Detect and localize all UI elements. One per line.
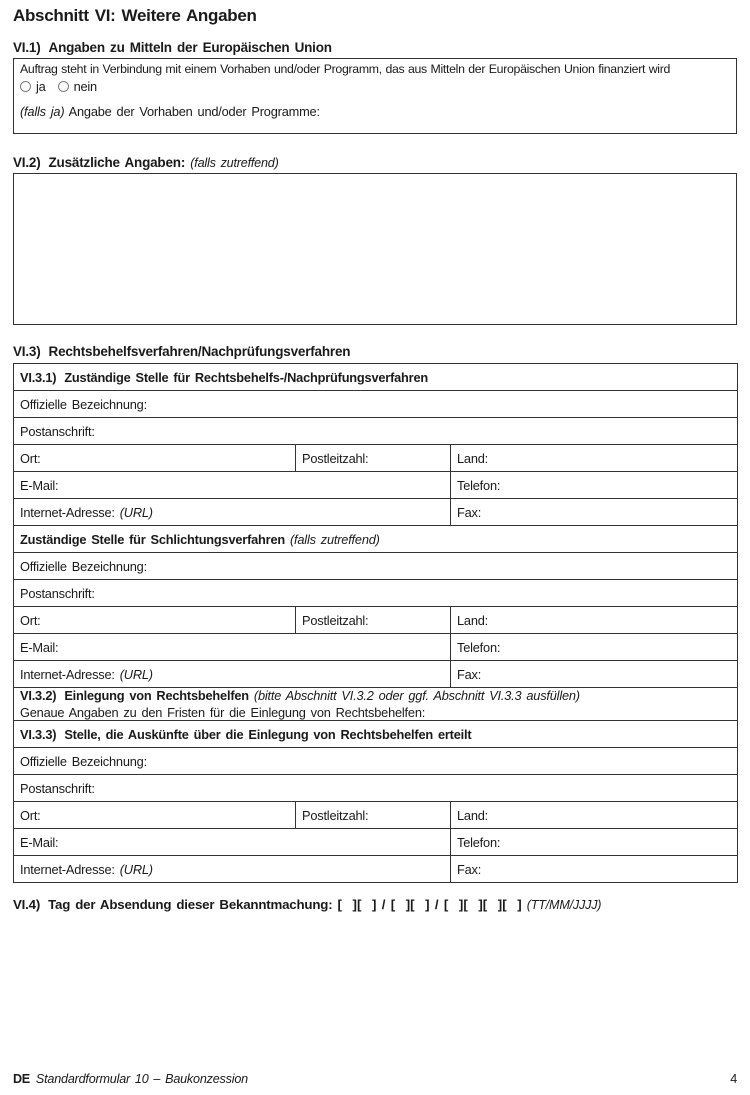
review-country-field[interactable] <box>451 445 738 472</box>
review-postal-address-field[interactable] <box>14 418 738 445</box>
radio-nein-label: nein <box>73 79 97 94</box>
date-format-note: (TT/MM/JJJJ) <box>526 898 602 912</box>
review-internet-field[interactable] <box>14 499 451 526</box>
fax-label: Fax: <box>457 666 482 682</box>
country-label: Land: <box>457 807 489 823</box>
postal-code-label: Postleitzahl: <box>302 450 369 466</box>
radio-ja-label: ja <box>36 79 46 94</box>
url-note: (URL) <box>119 666 153 682</box>
section-vi3-title: Rechtsbehelfsverfahren/Nachprüfungsverfahren <box>48 344 351 359</box>
table-row <box>14 553 738 580</box>
footer-page-number: 4 <box>730 1072 737 1086</box>
section-vi4-title: Tag der Absendung dieser Bekanntmachung: <box>48 897 333 912</box>
table-row <box>14 856 738 883</box>
vi2-additional-info-input-area[interactable] <box>13 173 737 325</box>
email-label: E-Mail: <box>20 639 59 655</box>
vi33-header-cell <box>14 721 738 748</box>
table-row <box>14 634 738 661</box>
info-official-name-field[interactable] <box>14 748 738 775</box>
official-name-label: Offizielle Bezeichnung: <box>20 753 147 769</box>
table-row <box>14 445 738 472</box>
postal-code-label: Postleitzahl: <box>302 612 369 628</box>
vi32-deadlines-label: Genaue Angaben zu den Fristen für die Einlegung von Rechtsbehelfen: <box>20 705 426 720</box>
city-label: Ort: <box>20 807 41 823</box>
vi32-note: (bitte Abschnitt VI.3.2 oder ggf. Abschnitt VI.3.3 ausfüllen) <box>253 688 580 703</box>
mediation-email-field[interactable] <box>14 634 451 661</box>
table-row <box>14 391 738 418</box>
review-phone-field[interactable] <box>451 472 738 499</box>
vi32-deadlines-input-area[interactable] <box>14 688 738 721</box>
vi3-appeals-table <box>13 363 738 883</box>
official-name-label: Offizielle Bezeichnung: <box>20 558 147 574</box>
vi33-number: VI.3.3) <box>20 726 57 742</box>
internet-label: Internet-Adresse: <box>20 861 115 877</box>
section-vi1-heading <box>13 40 737 55</box>
vi1-programmes-label: Angabe der Vorhaben und/oder Programme: <box>68 104 320 119</box>
mediation-fax-field[interactable] <box>451 661 738 688</box>
table-row <box>14 499 738 526</box>
vi31-title: Zuständige Stelle für Rechtsbehelfs-/Nachprüfungsverfahren <box>64 369 428 385</box>
info-internet-field[interactable] <box>14 856 451 883</box>
vi32-title: Einlegung von Rechtsbehelfen <box>64 688 249 703</box>
radio-ja-button[interactable] <box>20 81 31 92</box>
country-label: Land: <box>457 612 489 628</box>
info-phone-field[interactable] <box>451 829 738 856</box>
internet-label: Internet-Adresse: <box>20 666 115 682</box>
city-label: Ort: <box>20 612 41 628</box>
footer-left <box>13 1072 248 1086</box>
table-row <box>14 472 738 499</box>
info-city-field[interactable] <box>14 802 296 829</box>
phone-label: Telefon: <box>457 477 501 493</box>
phone-label: Telefon: <box>457 834 501 850</box>
mediation-country-field[interactable] <box>451 607 738 634</box>
section-vi3-heading <box>13 344 737 359</box>
table-row <box>14 802 738 829</box>
postal-address-label: Postanschrift: <box>20 585 95 601</box>
city-label: Ort: <box>20 450 41 466</box>
mediation-postal-code-field[interactable] <box>296 607 451 634</box>
radio-nein-button[interactable] <box>58 81 69 92</box>
mediation-city-field[interactable] <box>14 607 296 634</box>
review-email-field[interactable] <box>14 472 451 499</box>
page-title: Abschnitt VI: Weitere Angaben <box>13 6 257 25</box>
review-official-name-field[interactable] <box>14 391 738 418</box>
url-note: (URL) <box>119 861 153 877</box>
mediation-postal-address-field[interactable] <box>14 580 738 607</box>
email-label: E-Mail: <box>20 477 59 493</box>
vi1-programmes-input-area[interactable] <box>20 119 730 133</box>
review-city-field[interactable] <box>14 445 296 472</box>
section-vi2-note: (falls zutreffend) <box>190 156 279 170</box>
footer-language-code: DE <box>13 1072 30 1086</box>
info-postal-code-field[interactable] <box>296 802 451 829</box>
section-vi2-title: Zusätzliche Angaben: <box>48 155 186 170</box>
vi31-header-row <box>14 364 738 391</box>
vi33-title: Stelle, die Auskünfte über die Einlegung von Rechtsbehelfen erteilt <box>64 726 472 742</box>
postal-address-label: Postanschrift: <box>20 423 95 439</box>
mediation-header-cell <box>14 526 738 553</box>
table-row <box>14 661 738 688</box>
section-vi1-title: Angaben zu Mitteln der Europäischen Union <box>48 40 332 55</box>
info-fax-field[interactable] <box>451 856 738 883</box>
vi33-header-row <box>14 721 738 748</box>
vi1-conditional-note: (falls ja) <box>20 104 65 119</box>
mediation-note: (falls zutreffend) <box>289 531 380 547</box>
table-row <box>14 829 738 856</box>
section-vi2-heading <box>13 155 737 170</box>
review-fax-field[interactable] <box>451 499 738 526</box>
section-vi4-heading <box>13 897 737 912</box>
page-footer <box>13 1072 737 1086</box>
url-note: (URL) <box>119 504 153 520</box>
vi32-number: VI.3.2) <box>20 688 57 703</box>
section-vi2-number: VI.2) <box>13 155 41 170</box>
section-vi3-number: VI.3) <box>13 344 41 359</box>
official-name-label: Offizielle Bezeichnung: <box>20 396 147 412</box>
info-postal-address-field[interactable] <box>14 775 738 802</box>
info-email-field[interactable] <box>14 829 451 856</box>
mediation-official-name-field[interactable] <box>14 553 738 580</box>
postal-address-label: Postanschrift: <box>20 780 95 796</box>
vi32-row <box>14 688 738 721</box>
vi31-header-cell <box>14 364 738 391</box>
internet-label: Internet-Adresse: <box>20 504 115 520</box>
info-country-field[interactable] <box>451 802 738 829</box>
table-row <box>14 775 738 802</box>
table-row <box>14 418 738 445</box>
mediation-phone-field[interactable] <box>451 634 738 661</box>
table-row <box>14 748 738 775</box>
country-label: Land: <box>457 450 489 466</box>
mediation-internet-field[interactable] <box>14 661 451 688</box>
table-row <box>14 580 738 607</box>
section-vi1-number: VI.1) <box>13 40 41 55</box>
date-input-boxes[interactable]: [ ][ ] / [ ][ ] / [ ][ ][ ][ ] <box>337 897 522 912</box>
vi1-conditional-row <box>20 104 730 119</box>
section-vi4-number: VI.4) <box>13 897 41 912</box>
table-row <box>14 607 738 634</box>
fax-label: Fax: <box>457 861 482 877</box>
mediation-header-row <box>14 526 738 553</box>
vi1-radio-row <box>20 79 730 94</box>
phone-label: Telefon: <box>457 639 501 655</box>
footer-form-name: Standardformular 10 – Baukonzession <box>35 1072 248 1086</box>
postal-code-label: Postleitzahl: <box>302 807 369 823</box>
review-postal-code-field[interactable] <box>296 445 451 472</box>
vi1-eu-funds-box <box>13 58 737 134</box>
mediation-title: Zuständige Stelle für Schlichtungsverfahren <box>20 531 285 547</box>
vi31-number: VI.3.1) <box>20 369 57 385</box>
vi32-header-line <box>20 688 731 703</box>
fax-label: Fax: <box>457 504 482 520</box>
email-label: E-Mail: <box>20 834 59 850</box>
vi1-question-text: Auftrag steht in Verbindung mit einem Vorhaben und/oder Programm, das aus Mitteln der Europäischen Union finanziert wird <box>20 62 671 76</box>
